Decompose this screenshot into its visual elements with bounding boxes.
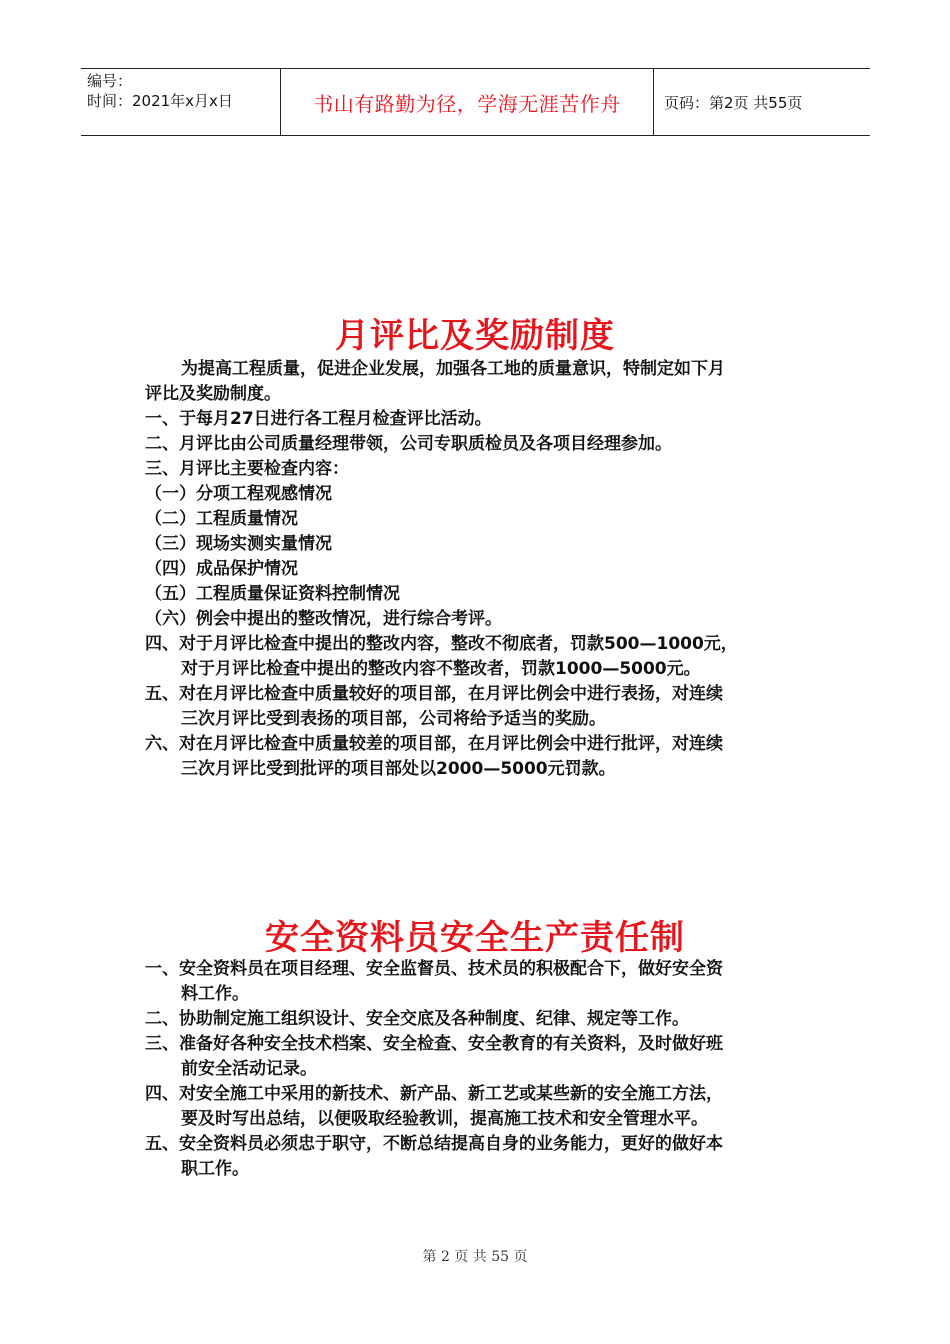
section1-line: （三）现场实测实量情况: [145, 534, 332, 554]
section1-line: 五、对在月评比检查中质量较好的项目部，在月评比例会中进行表扬，对连续: [145, 684, 723, 704]
section1-line: （五）工程质量保证资料控制情况: [145, 584, 400, 604]
section2-line: 料工作。: [181, 984, 249, 1004]
section1-line: （二）工程质量情况: [145, 509, 298, 529]
section1-title: 月评比及奖励制度: [335, 316, 615, 356]
section1-line: 为提高工程质量，促进企业发展，加强各工地的质量意识，特制定如下月: [181, 359, 725, 379]
section1-line: 四、对于月评比检查中提出的整改内容，整改不彻底者，罚款500—1000元，: [145, 634, 738, 654]
section2-body: [145, 957, 815, 1182]
section1-line: 三次月评比受到表扬的项目部，公司将给予适当的奖励。: [181, 709, 606, 729]
section1-line: （一）分项工程观感情况: [145, 484, 332, 504]
header-motto: 书山有路勤为径，学海无涯苦作舟: [281, 69, 654, 135]
header-table: [81, 68, 870, 136]
section2-line: 要及时写出总结，以便吸取经验教训，提高施工技术和安全管理水平。: [181, 1109, 708, 1129]
section1-line: （四）成品保护情况: [145, 559, 298, 579]
section1-line: 三、月评比主要检查内容：: [145, 459, 349, 479]
page-footer: 第 2 页 共 55 页: [422, 1249, 528, 1265]
section2-title: 安全资料员安全生产责任制: [265, 918, 685, 958]
section2-line: 三、准备好各种安全技术档案、安全检查、安全教育的有关资料，及时做好班: [145, 1034, 723, 1054]
time-label: 时间：2021年x月x日: [87, 92, 233, 110]
header-page-info: 页码：第2页 共55页: [664, 93, 803, 112]
section1-line: （六）例会中提出的整改情况，进行综合考评。: [145, 609, 502, 629]
section1-line: 三次月评比受到批评的项目部处以2000—5000元罚款。: [181, 759, 616, 779]
section1-line: 一、于每月27日进行各工程月检查评比活动。: [145, 409, 492, 429]
number-label: 编号：: [87, 72, 133, 90]
section1-line: 评比及奖励制度。: [145, 384, 281, 404]
section1-body: [145, 357, 815, 782]
section2-line: 五、安全资料员必须忠于职守，不断总结提高自身的业务能力，更好的做好本: [145, 1134, 723, 1154]
section1-line: 二、月评比由公司质量经理带领，公司专职质检员及各项目经理参加。: [145, 434, 672, 454]
section2-line: 四、对安全施工中采用的新技术、新产品、新工艺或某些新的安全施工方法，: [145, 1084, 723, 1104]
section2-line: 二、协助制定施工组织设计、安全交底及各种制度、纪律、规定等工作。: [145, 1009, 689, 1029]
section2-line: 职工作。: [181, 1159, 249, 1179]
section1-line: 对于月评比检查中提出的整改内容不整改者，罚款1000—5000元。: [181, 659, 701, 679]
section2-line: 一、安全资料员在项目经理、安全监督员、技术员的积极配合下，做好安全资: [145, 959, 723, 979]
section2-line: 前安全活动记录。: [181, 1059, 317, 1079]
header-meta-cell: [81, 69, 281, 135]
section1-line: 六、对在月评比检查中质量较差的项目部，在月评比例会中进行批评，对连续: [145, 734, 723, 754]
